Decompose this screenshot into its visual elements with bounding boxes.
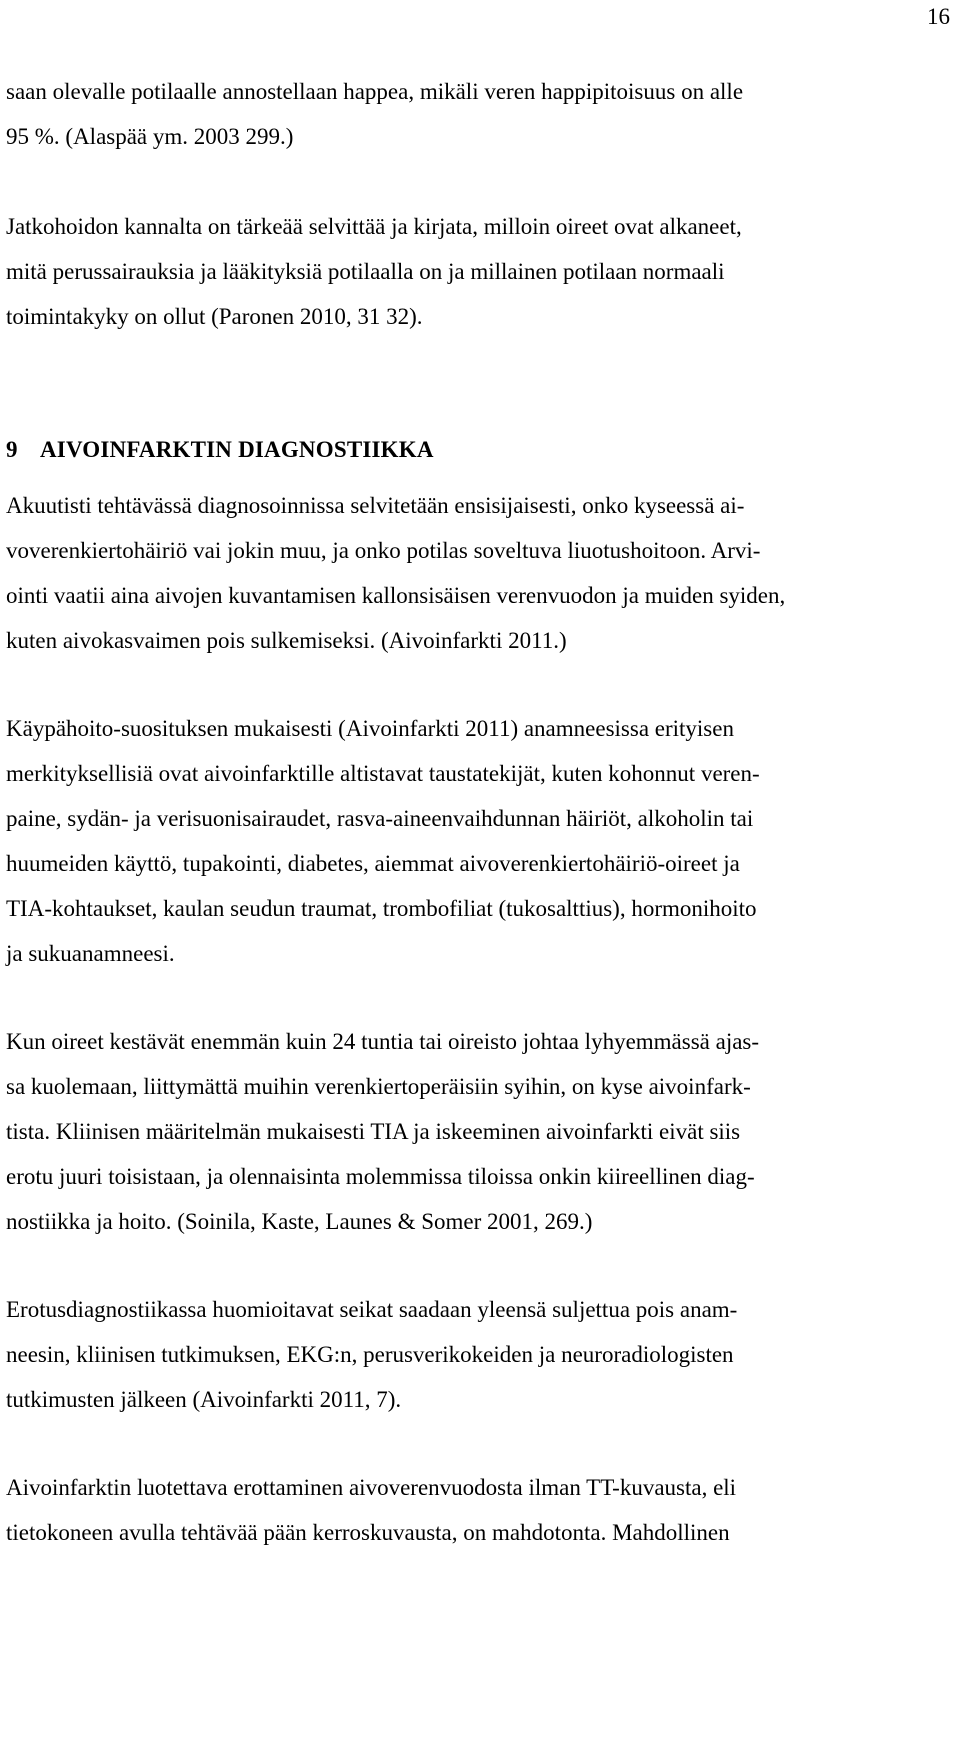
- text-line: Erotusdiagnostiikassa huomioitavat seikat saadaan yleensä suljettua pois anam-: [6, 1297, 738, 1322]
- text-line: paine, sydän- ja verisuonisairaudet, rasva-aineenvaihdunnan häiriöt, alkoholin tai: [6, 806, 754, 831]
- text-line: ja sukuanamneesi.: [6, 941, 175, 966]
- text-line: Akuutisti tehtävässä diagnosoinnissa selvitetään ensisijaisesti, onko kyseessä ai-: [6, 493, 745, 518]
- paragraph-differential-diagnosis: [6, 1287, 952, 1422]
- text-line: nostiikka ja hoito. (Soinila, Kaste, Launes & Somer 2001, 269.): [6, 1209, 593, 1234]
- text-line: tutkimusten jälkeen (Aivoinfarkti 2011, 7).: [6, 1387, 402, 1412]
- text-line: saan olevalle potilaalle annostellaan happea, mikäli veren happipitoisuus on alle: [6, 79, 744, 104]
- text-line: merkityksellisiä ovat aivoinfarktille altistavat taustatekijät, kuten kohonnut veren-: [6, 761, 760, 786]
- page-number: 16: [927, 4, 950, 29]
- text-line: sa kuolemaan, liittymättä muihin verenkiertoperäisiin syihin, on kyse aivoinfark-: [6, 1074, 751, 1099]
- text-line: huumeiden käyttö, tupakointi, diabetes, aiemmat aivoverenkiertohäiriö-oireet ja: [6, 851, 740, 876]
- text-line: Käypähoito-suosituksen mukaisesti (Aivoinfarkti 2011) anamneesissa erityisen: [6, 716, 734, 741]
- paragraph-acute-diagnosis: [6, 483, 952, 663]
- paragraph-oxygen: [6, 69, 952, 159]
- section-number: 9: [6, 437, 18, 462]
- text-line: toimintakyky on ollut (Paronen 2010, 31 32).: [6, 304, 423, 329]
- text-line: erotu juuri toisistaan, ja olennaisinta molemmissa tiloissa onkin kiireellinen diag-: [6, 1164, 755, 1189]
- paragraph-tia-definition: [6, 1019, 952, 1244]
- text-line: ointi vaatii aina aivojen kuvantamisen kallonsisäisen verenvuodon ja muiden syiden,: [6, 583, 786, 608]
- text-line: Kun oireet kestävät enemmän kuin 24 tuntia tai oireisto johtaa lyhyemmässä ajas-: [6, 1029, 760, 1054]
- paragraph-risk-factors: [6, 706, 952, 976]
- text-line: TIA-kohtaukset, kaulan seudun traumat, trombofiliat (tukosalttius), hormonihoito: [6, 896, 757, 921]
- text-line: voverenkiertohäiriö vai jokin muu, ja onko potilas soveltuva liuotushoitoon. Arvi-: [6, 538, 761, 563]
- text-line: kuten aivokasvaimen pois sulkemiseksi. (Aivoinfarkti 2011.): [6, 628, 567, 653]
- section-heading: [6, 427, 952, 472]
- text-line: tietokoneen avulla tehtävää pään kerroskuvausta, on mahdotonta. Mahdollinen: [6, 1520, 730, 1545]
- section-title: AIVOINFARKTIN DIAGNOSTIIKKA: [40, 437, 434, 462]
- text-line: 95 %. (Alaspää ym. 2003 299.): [6, 124, 294, 149]
- text-line: Aivoinfarktin luotettava erottaminen aivoverenvuodosta ilman TT-kuvausta, eli: [6, 1475, 737, 1500]
- document-body: [6, 69, 952, 1555]
- text-line: mitä perussairauksia ja lääkityksiä potilaalla on ja millainen potilaan normaali: [6, 259, 725, 284]
- paragraph-ct-imaging: [6, 1465, 952, 1555]
- text-line: Jatkohoidon kannalta on tärkeää selvittää ja kirjata, milloin oireet ovat alkaneet,: [6, 214, 742, 239]
- paragraph-followup-care: [6, 204, 952, 339]
- text-line: neesin, kliinisen tutkimuksen, EKG:n, perusverikokeiden ja neuroradiologisten: [6, 1342, 734, 1367]
- text-line: tista. Kliinisen määritelmän mukaisesti TIA ja iskeeminen aivoinfarkti eivät siis: [6, 1119, 741, 1144]
